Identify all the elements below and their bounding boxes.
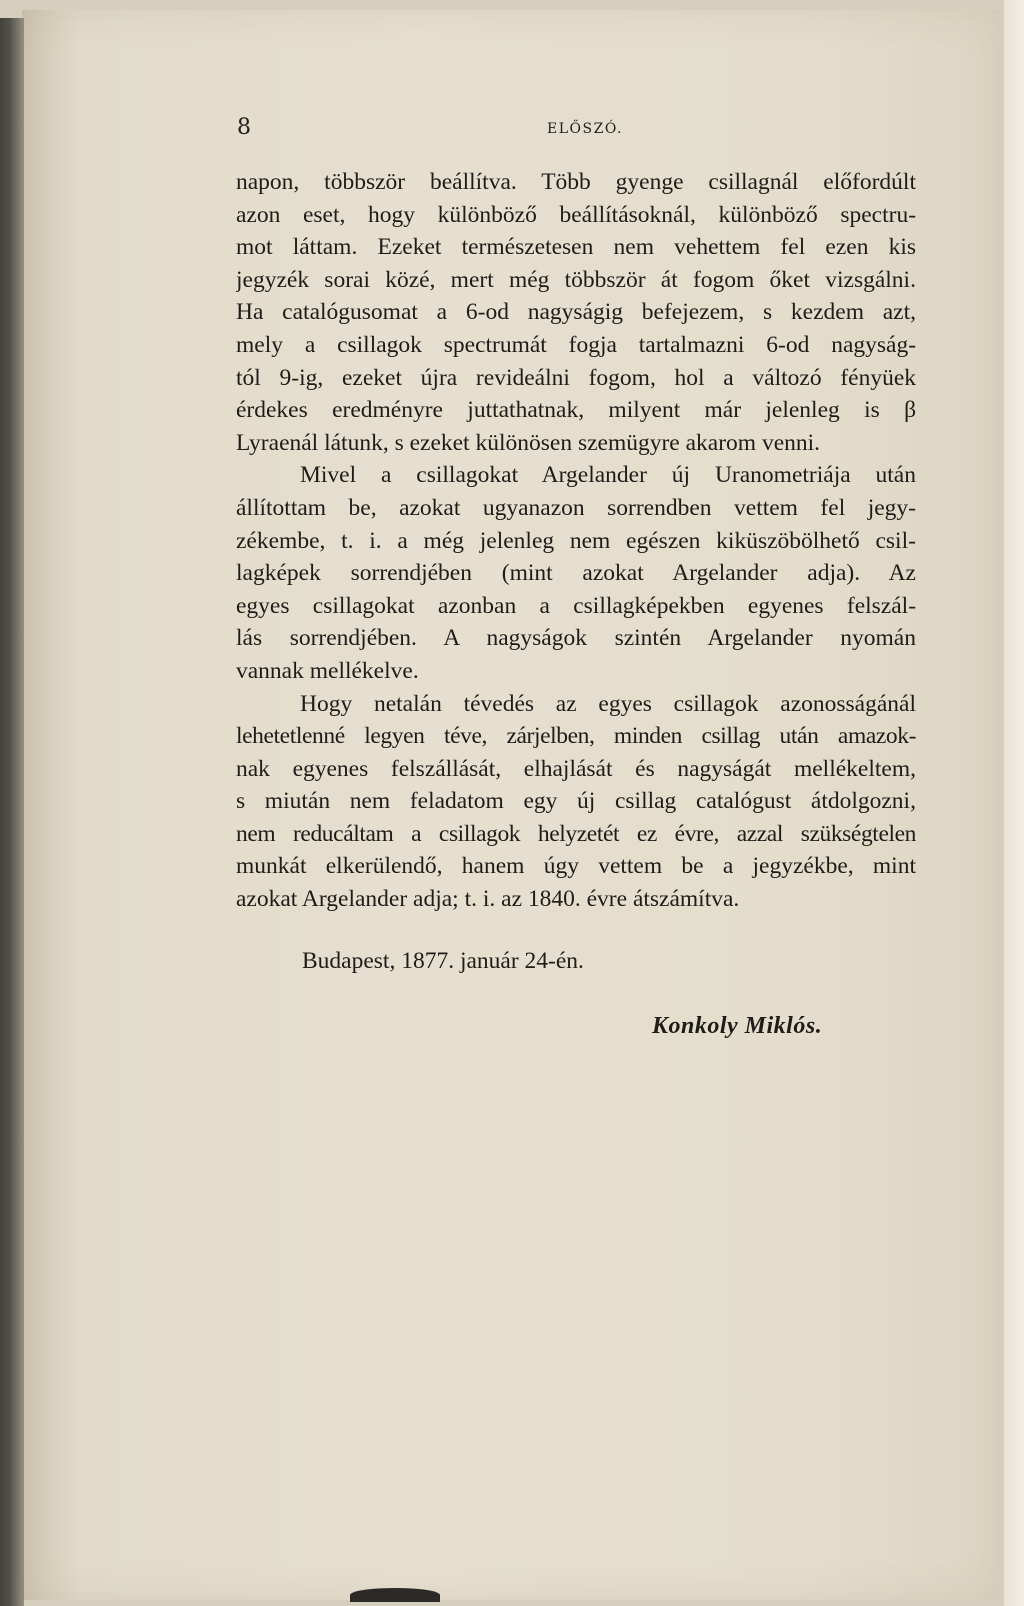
text-line: napon, többször beállítva. Több gyenge csillagnál előfordúlt bbox=[236, 169, 916, 195]
text-line: lás sorrendjében. A nagyságok szintén Argelander nyomán bbox=[236, 625, 916, 652]
text-line: tól 9-ig, ezeket újra revideálni fogom, hol a változó fényüek bbox=[236, 364, 916, 391]
text-line: nem reducáltam a csillagok helyzetét ez évre, azzal szükségtelen bbox=[236, 820, 916, 847]
text-line: azon eset, hogy különböző beállításoknál, különböző spectru- bbox=[236, 201, 916, 228]
text-line: mot láttam. Ezeket természetesen nem vehettem fel ezen kis bbox=[236, 234, 916, 261]
page-header bbox=[237, 113, 637, 147]
author-signature: Konkoly Miklós. bbox=[652, 1013, 823, 1039]
text-line: s miután nem feladatom egy új csillag catalógust átdolgozni, bbox=[236, 788, 916, 815]
text-line: jegyzék sorai közé, mert még többször át fogom őket vizsgálni. bbox=[236, 266, 916, 293]
text-line: zékembe, t. i. a még jelenleg nem egészen kiküszöbölhető csil- bbox=[236, 527, 916, 554]
text-line: lehetetlenné legyen téve, zárjelben, minden csillag után amazok- bbox=[236, 723, 916, 750]
text-line: nak egyenes felszállását, elhajlását és nagyságát mellékeltem, bbox=[236, 755, 916, 782]
page-number: 8 bbox=[237, 115, 251, 140]
text-line-indented: Hogy netalán tévedés az egyes csillagok azonosságánál bbox=[300, 690, 916, 717]
scan-artifact bbox=[350, 1588, 440, 1602]
text-line: vannak mellékelve. bbox=[236, 657, 419, 684]
text-line: Lyraenál látunk, s ezeket különösen szemügyre akarom venni. bbox=[236, 429, 821, 456]
running-head: ELŐSZÓ. bbox=[547, 121, 623, 137]
text-line: mely a csillagok spectrumát fogja tartalmazni 6-od nagyság- bbox=[236, 331, 916, 358]
text-line: munkát elkerülendő, hanem úgy vettem be a jegyzékbe, mint bbox=[236, 853, 916, 880]
text-line: egyes csillagokat azonban a csillagképekben egyenes felszál- bbox=[236, 592, 916, 619]
book-binding-edge bbox=[0, 18, 24, 1606]
text-line: lagképek sorrendjében (mint azokat Argelander adja). Az bbox=[236, 560, 916, 587]
body-text bbox=[236, 166, 916, 916]
text-line: Ha catalógusomat a 6-od nagyságig befejezem, s kezdem azt, bbox=[236, 299, 916, 326]
dateline: Budapest, 1877. január 24-én. bbox=[302, 948, 584, 974]
text-line: azokat Argelander adja; t. i. az 1840. évre átszámítva. bbox=[236, 886, 740, 913]
text-line-indented: Mivel a csillagokat Argelander új Uranometriája után bbox=[300, 462, 916, 489]
text-line: állítottam be, azokat ugyanazon sorrendben vettem fel jegy- bbox=[236, 494, 916, 521]
text-line: érdekes eredményre juttathatnak, milyent már jelenleg is β bbox=[236, 397, 916, 424]
page-right-edge bbox=[1004, 0, 1024, 1606]
